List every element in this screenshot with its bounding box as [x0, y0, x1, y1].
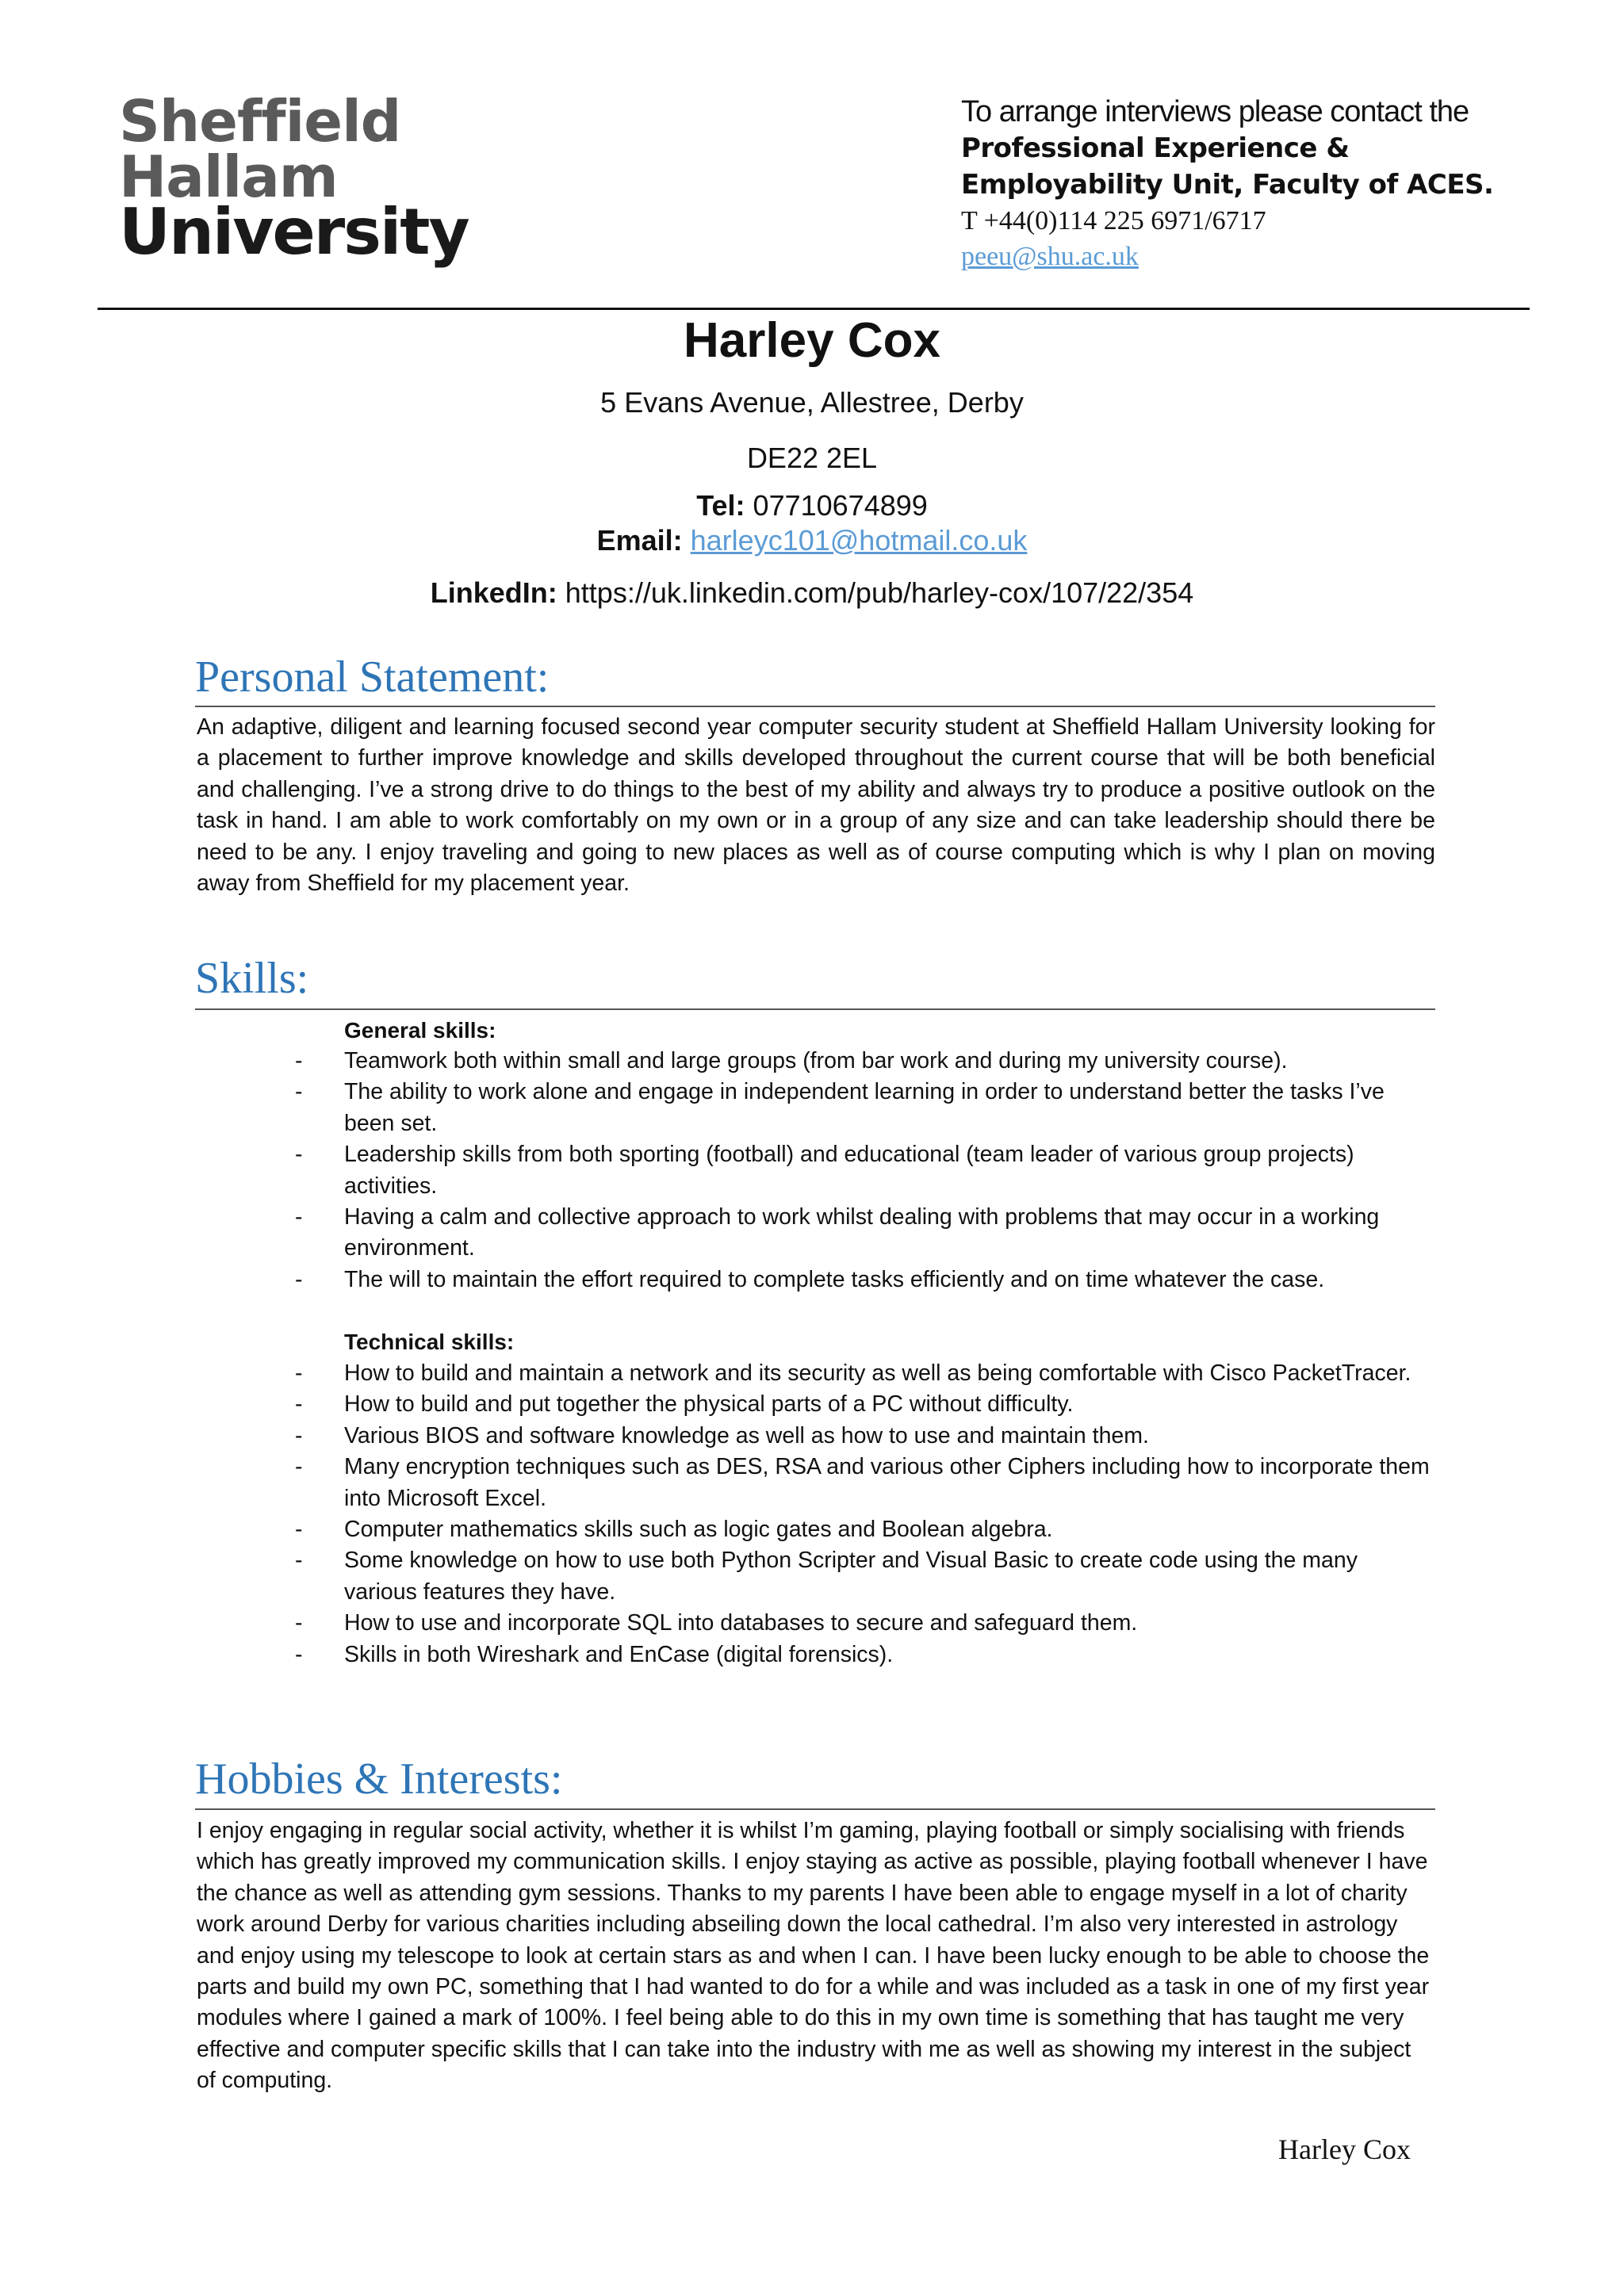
logo-line-3: University [119, 195, 469, 269]
list-item: - Skills in both Wireshark and EnCase (digital forensics). [295, 1641, 894, 1667]
list-item: - How to use and incorporate SQL into databases to secure and safeguard them. [295, 1610, 1138, 1636]
hobbies-heading: Hobbies & Interests: [195, 1755, 563, 1804]
linkedin-url[interactable]: https://uk.linkedin.com/pub/harley-cox/107/22/354 [565, 576, 1194, 609]
contact-unit-line-1: Professional Experience & [961, 132, 1350, 164]
technical-skills-label: Technical skills: [344, 1330, 515, 1354]
placement-contact-block [961, 94, 1564, 274]
general-skills-list [197, 1046, 1435, 1295]
general-skills-label: General skills: [344, 1018, 496, 1043]
candidate-name: Harley Cox [684, 313, 940, 368]
skill-text: Computer mathematics skills such as logic gates and Boolean algebra. [344, 1517, 1053, 1543]
skill-text: Skills in both Wireshark and EnCase (digital forensics). [344, 1641, 894, 1667]
skill-text: The ability to work alone and engage in independent learning in order to understand better the tasks I’ve been set. [344, 1079, 1385, 1136]
logo-line-2: Hallam [119, 144, 338, 210]
skill-text: Some knowledge on how to use both Python Scripter and Visual Basic to create code using the many various features they have. [344, 1548, 1358, 1605]
list-item: - Many encryption techniques such as DES, RSA and various other Ciphers including how to incorporate them into Microsoft Excel. [295, 1454, 1430, 1511]
section-rule [195, 1808, 1435, 1810]
skill-text: Leadership skills from both sporting (football) and educational (team leader of various group projects) activities. [344, 1142, 1354, 1199]
section-rule [195, 706, 1435, 707]
address-line: 5 Evans Avenue, Allestree, Derby [600, 386, 1024, 419]
list-item: - The will to maintain the effort required to complete tasks efficiently and on time whatever the case. [295, 1266, 1325, 1292]
candidate-email-link[interactable]: harleyc101@hotmail.co.uk [690, 524, 1028, 557]
skill-text: How to use and incorporate SQL into databases to secure and safeguard them. [344, 1610, 1138, 1636]
list-item: - How to build and put together the physical parts of a PC without difficulty. [295, 1391, 1074, 1418]
list-item: - The ability to work alone and engage in independent learning in order to understand better the tasks I’ve been set. [295, 1079, 1385, 1136]
email-line [0, 522, 1624, 560]
contact-phone: T +44(0)114 225 6971/6717 [961, 206, 1266, 235]
linkedin-line [0, 574, 1624, 612]
telephone-line [0, 487, 1624, 525]
university-logo [119, 88, 469, 269]
footer-name: Harley Cox [1278, 2133, 1411, 2165]
skill-text: Various BIOS and software knowledge as well as how to use and maintain them. [344, 1422, 1149, 1448]
technical-skills-list [197, 1358, 1435, 1670]
list-item: - Having a calm and collective approach to work whilst dealing with problems that may occur in a working environment. [295, 1204, 1380, 1261]
personal-statement-heading: Personal Statement: [195, 652, 550, 702]
list-item: - How to build and maintain a network and its security as well as being comfortable with Cisco PacketTracer. [295, 1360, 1411, 1386]
postcode: DE22 2EL [746, 442, 878, 474]
linkedin-label: LinkedIn: [430, 576, 557, 609]
tel-number: 07710674899 [753, 489, 928, 522]
tel-label: Tel: [696, 489, 745, 522]
skill-text: Teamwork both within small and large groups (from bar work and during my university course). [344, 1048, 1288, 1073]
skill-text: Having a calm and collective approach to work whilst dealing with problems that may occur in a working environment. [344, 1204, 1380, 1261]
list-item: - Some knowledge on how to use both Python Scripter and Visual Basic to create code using the many various features they have. [295, 1548, 1358, 1605]
list-item: - Computer mathematics skills such as logic gates and Boolean algebra. [295, 1517, 1053, 1543]
list-item: - Leadership skills from both sporting (football) and educational (team leader of various group projects) activities. [295, 1142, 1354, 1199]
skill-text: The will to maintain the effort required to complete tasks efficiently and on time whatever the case. [344, 1266, 1325, 1292]
skill-text: How to build and maintain a network and its security as well as being comfortable with Cisco PacketTracer. [344, 1360, 1411, 1386]
skill-text: How to build and put together the physical parts of a PC without difficulty. [344, 1391, 1074, 1418]
contact-intro: To arrange interviews please contact the [961, 95, 1469, 128]
list-item: - Teamwork both within small and large groups (from bar work and during my university course). [295, 1048, 1288, 1073]
logo-line-1: Sheffield [119, 88, 401, 155]
list-item: - Various BIOS and software knowledge as well as how to use and maintain them. [295, 1422, 1149, 1448]
skills-heading: Skills: [195, 954, 309, 1003]
contact-unit-line-2: Employability Unit, Faculty of ACES. [961, 169, 1494, 201]
personal-statement-text: An adaptive, diligent and learning focused second year computer security student at Sheffield Hallam University looking for a placement to further improve knowledge and skills developed throughout the current course that will be both beneficial and challenging. I’ve a strong drive to do things to the best of my ability and always try to produce a positive outlook on the task in hand. I am able to work comfortably on my own or in a group of any size and can take leadership should there be need to be any. I enjoy traveling and going to new places as well as of course computing which is why I plan on moving away from Sheffield for my placement year. [197, 714, 1435, 897]
skill-text: Many encryption techniques such as DES, RSA and various other Ciphers including how to incorporate them into Microsoft Excel. [344, 1454, 1430, 1511]
section-rule [195, 1008, 1435, 1010]
hobbies-text: I enjoy engaging in regular social activity, whether it is whilst I’m gaming, playing football or simply socialising with friends which has greatly improved my communication skills. I enjoy staying as active as possible, playing football whenever I have the chance as well as attending gym sessions. Thanks to my parents I have been able to engage myself in a lot of charity work around Derby for various charities including abseiling down the local cathedral. I’m also very interested in astrology and enjoy using my telescope to look at certain stars as and when I can. I have been lucky enough to be able to choose the parts and build my own PC, something that I had wanted to do for a while and was included as a task in one of my first year modules where I gained a mark of 100%. I feel being able to do this in my own time is something that has taught me very effective and computer specific skills that I can take into the industry with me as well as showing my interest in the subject of computing. [197, 1818, 1430, 2094]
email-label: Email: [596, 524, 683, 557]
contact-email-link[interactable]: peeu@shu.ac.uk [961, 242, 1139, 271]
